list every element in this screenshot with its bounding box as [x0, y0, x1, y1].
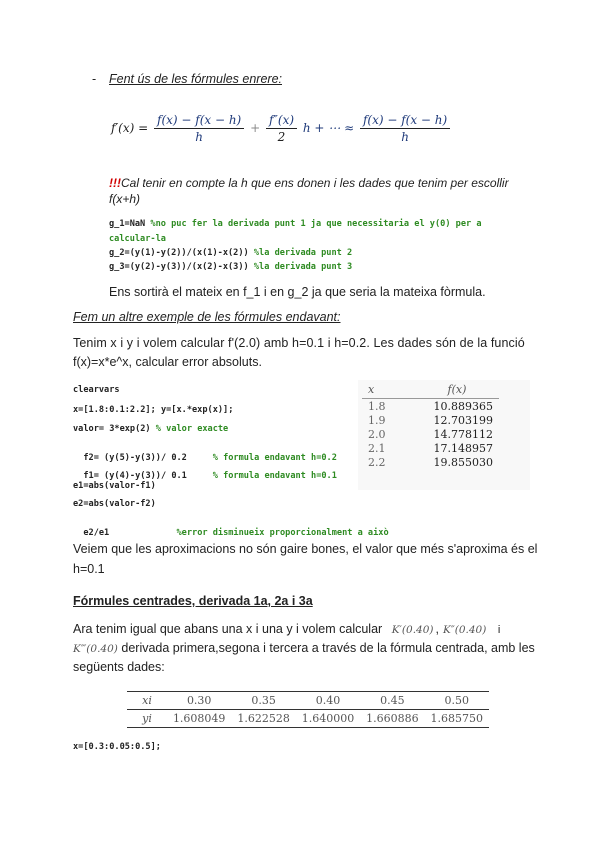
warning-marks: !!!	[109, 176, 121, 190]
code-line: e2=abs(valor-f2)	[73, 499, 156, 509]
code-text: g_2=(y(1)-y(2))/(x(1)-x(2))	[109, 248, 254, 258]
table-header-fx: f(x)	[447, 382, 467, 396]
table-cell: 0.35	[251, 694, 276, 707]
backward-formula	[111, 113, 452, 144]
table-cell: 1.660886	[366, 712, 419, 725]
code-text: g_3=(y(2)-y(3))/(x(2)-x(3))	[109, 262, 254, 272]
table-cell: 17.148957	[433, 441, 493, 455]
warning-line2: f(x+h)	[109, 192, 141, 206]
table-cell: 2.0	[368, 427, 386, 441]
table-cell: 19.855030	[433, 455, 493, 469]
code-comment: %error disminueix proporcionalment a això	[176, 528, 389, 538]
table-cell: 1.685750	[430, 712, 484, 725]
function-table	[358, 380, 530, 490]
table-cell: 2.2	[368, 455, 386, 469]
code-text: e2/e1	[83, 528, 177, 538]
y-label: yi	[142, 712, 152, 725]
table-cell: 0.40	[315, 694, 341, 707]
code-text: g_1=NaN	[109, 219, 151, 229]
code-comment: % formula endavant h=0.1	[212, 471, 337, 481]
bullet-dash: -	[92, 72, 97, 86]
code-comment: % formula endavant h=0.2	[212, 453, 337, 463]
code-line	[73, 461, 337, 481]
table-header-x: x	[368, 382, 375, 396]
table-cell: 1.9	[368, 413, 386, 427]
code-line	[109, 219, 482, 229]
frac2-numerator: f″(x)	[266, 113, 297, 129]
formula-lhs: f′(x) =	[111, 121, 149, 135]
table-row	[127, 692, 489, 710]
formula-tail: h + ⋯ ≈	[302, 121, 355, 135]
section-heading-forward: Fem un altre exemple de les fórmules endavant:	[73, 310, 341, 324]
code-text: f2= (y(5)-y(3))/ 0.2	[83, 453, 213, 463]
paragraph-text: derivada primera,segona i tercera a través de la fórmula centrada, amb les	[121, 641, 535, 655]
formula-plus: +	[250, 121, 261, 135]
conjunction: i	[497, 624, 501, 636]
frac1-numerator: f(x) − f(x − h)	[154, 113, 244, 129]
table-cell: 1.622528	[237, 712, 290, 725]
paragraph: Veiem que les aproximacions no són gaire bones, el valor que més s'aproxima és el	[73, 542, 538, 556]
k-prime-notation: K′(0.40)	[391, 624, 434, 636]
separator: ,	[435, 622, 439, 636]
paragraph-text: Ara tenim igual que abans una x i una y i volem calcular	[73, 622, 383, 636]
table-row-label	[127, 710, 167, 728]
code-line: calcular-la	[109, 234, 166, 244]
code-comment: %no puc fer la derivada punt 1 ja que necessitaria el y(0) per a	[150, 219, 482, 229]
code-line: x=[0.3:0.05:0.5];	[73, 742, 161, 752]
code-line	[73, 518, 389, 538]
warning-text: Cal tenir en compte la h que ens donen i les dades que tenim per escollir	[121, 176, 509, 190]
table-row	[127, 710, 489, 728]
frac3-denominator: h	[401, 130, 409, 144]
paragraph	[73, 641, 535, 655]
table-cell: 0.30	[186, 694, 212, 707]
table-row-label	[127, 692, 167, 710]
code-comment: % valor exacte	[155, 424, 229, 434]
section-heading-centered: Fórmules centrades, derivada 1a, 2a i 3a	[73, 594, 313, 608]
paragraph: h=0.1	[73, 562, 105, 576]
paragraph: f(x)=x*e^x, calcular error absoluts.	[73, 355, 262, 369]
code-text: f1= (y(4)-y(3))/ 0.1	[83, 471, 213, 481]
table-cell: 12.703199	[433, 413, 493, 427]
paragraph	[73, 622, 500, 636]
code-line: clearvars	[73, 385, 120, 395]
formula-frac1	[154, 113, 244, 144]
x-label: xi	[142, 694, 152, 707]
table-row	[362, 455, 499, 469]
code-comment: %la derivada punt 2	[253, 248, 353, 258]
section-heading-backward: Fent ús de les fórmules enrere:	[109, 72, 282, 86]
frac1-denominator: h	[195, 130, 203, 144]
table-row	[362, 413, 499, 427]
table-cell: 0.50	[444, 694, 470, 707]
paragraph: Ens sortirà el mateix en f_1 i en g_2 ja que seria la mateixa fòrmula.	[109, 285, 486, 299]
table-cell: 1.640000	[301, 712, 355, 725]
code-text: valor= 3*exp(2)	[73, 424, 156, 434]
code-line	[73, 424, 228, 434]
frac2-denominator: 2	[277, 130, 286, 144]
code-line: e1=abs(valor-f1)	[73, 481, 156, 491]
code-line	[109, 262, 352, 272]
table-row	[362, 427, 499, 441]
code-line	[73, 443, 337, 463]
code-comment: %la derivada punt 3	[253, 262, 353, 272]
frac3-numerator: f(x) − f(x − h)	[360, 113, 450, 129]
table-cell: 14.778112	[433, 427, 493, 441]
table-cell: 10.889365	[433, 399, 493, 413]
paragraph: Tenim x i y i volem calcular f'(2.0) amb h=0.1 i h=0.2. Les dades són de la funció	[73, 336, 525, 350]
paragraph: següents dades:	[73, 660, 165, 674]
code-line: x=[1.8:0.1:2.2]; y=[x.*exp(x)];	[73, 405, 234, 415]
table-cell: 0.45	[380, 694, 405, 707]
xy-table	[127, 691, 489, 728]
k-double-prime-notation: K″(0.40)	[442, 624, 487, 636]
table-cell: 1.608049	[172, 712, 226, 725]
table-cell: 2.1	[368, 441, 386, 455]
formula-frac2	[266, 113, 297, 144]
formula-frac3	[360, 113, 450, 144]
warning-note	[109, 176, 509, 190]
table-row	[362, 399, 499, 414]
code-line	[109, 248, 352, 258]
table-row	[362, 441, 499, 455]
k-triple-prime-notation: K‴(0.40)	[73, 643, 118, 655]
table-cell: 1.8	[368, 399, 386, 413]
